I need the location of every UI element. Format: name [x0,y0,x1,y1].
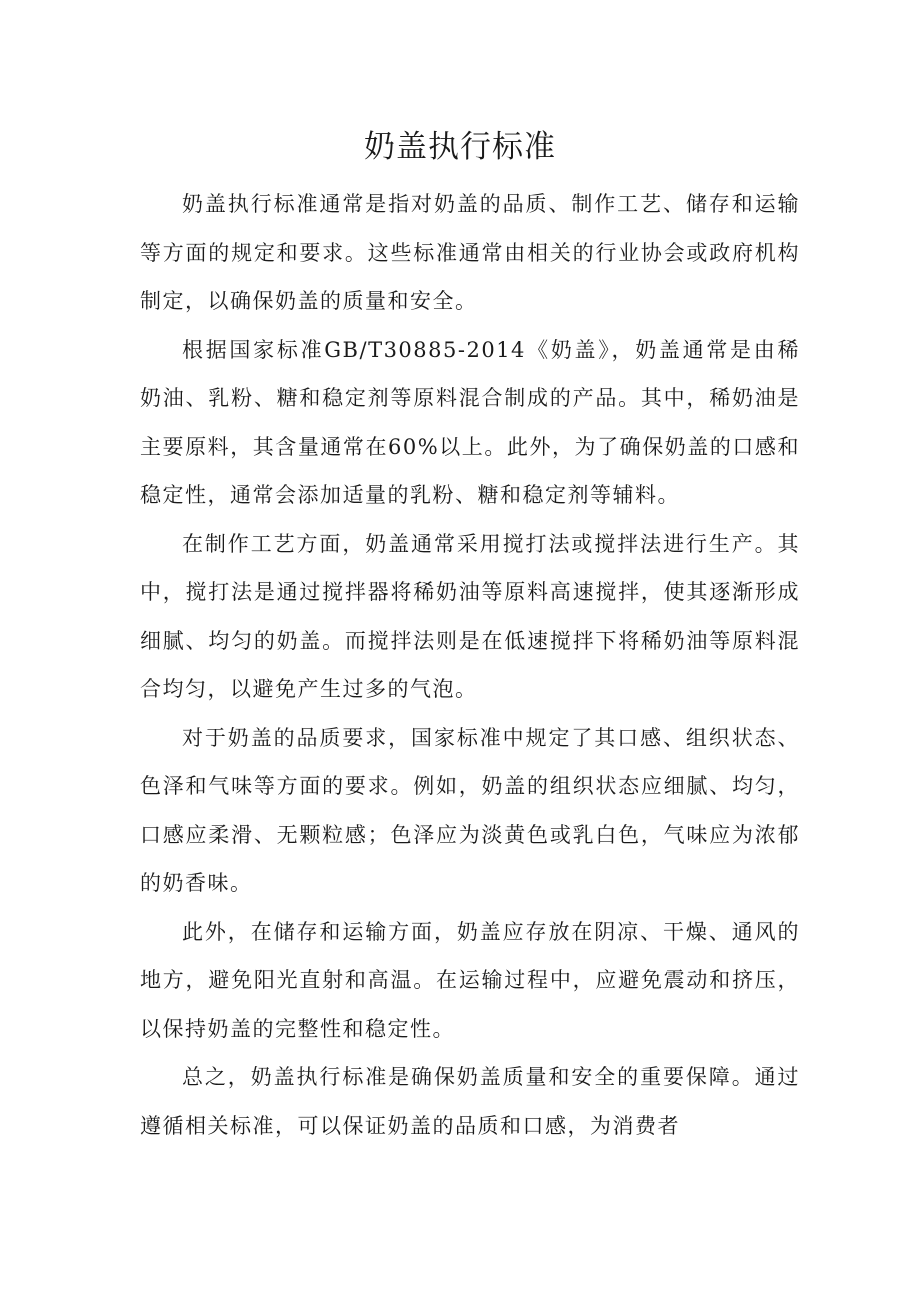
paragraph-conclusion: 总之，奶盖执行标准是确保奶盖质量和安全的重要保障。通过遵循相关标准，可以保证奶盖的品质和口感，为消费者 [140,1065,800,1138]
document-body [140,180,800,1150]
paragraph-quality-requirements: 对于奶盖的品质要求，国家标准中规定了其口感、组织状态、色泽和气味等方面的要求。例如，奶盖的组织状态应细腻、均匀，口感应柔滑、无颗粒感；色泽应为淡黄色或乳白色，气味应为浓郁的奶香味。 [140,725,800,895]
paragraph-production-process: 在制作工艺方面，奶盖通常采用搅打法或搅拌法进行生产。其中，搅打法是通过搅拌器将稀奶油等原料高速搅拌，使其逐渐形成细腻、均匀的奶盖。而搅拌法则是在低速搅拌下将稀奶油等原料混合均匀，以避免产生过多的气泡。 [140,531,800,701]
paragraph-storage-transport: 此外，在储存和运输方面，奶盖应存放在阴凉、干燥、通风的地方，避免阳光直射和高温。在运输过程中，应避免震动和挤压，以保持奶盖的完整性和稳定性。 [140,919,800,1041]
document-title: 奶盖执行标准 [364,129,556,165]
paragraph-intro: 奶盖执行标准通常是指对奶盖的品质、制作工艺、储存和运输等方面的规定和要求。这些标准通常由相关的行业协会或政府机构制定，以确保奶盖的质量和安全。 [140,192,800,313]
paragraph-national-standard: 根据国家标准GB/T30885-2014《奶盖》，奶盖通常是由稀奶油、乳粉、糖和稳定剂等原料混合制成的产品。其中，稀奶油是主要原料，其含量通常在60%以上。此外，为了确保奶盖的口感和稳定性，通常会添加适量的乳粉、糖和稳定剂等辅料。 [140,337,800,507]
